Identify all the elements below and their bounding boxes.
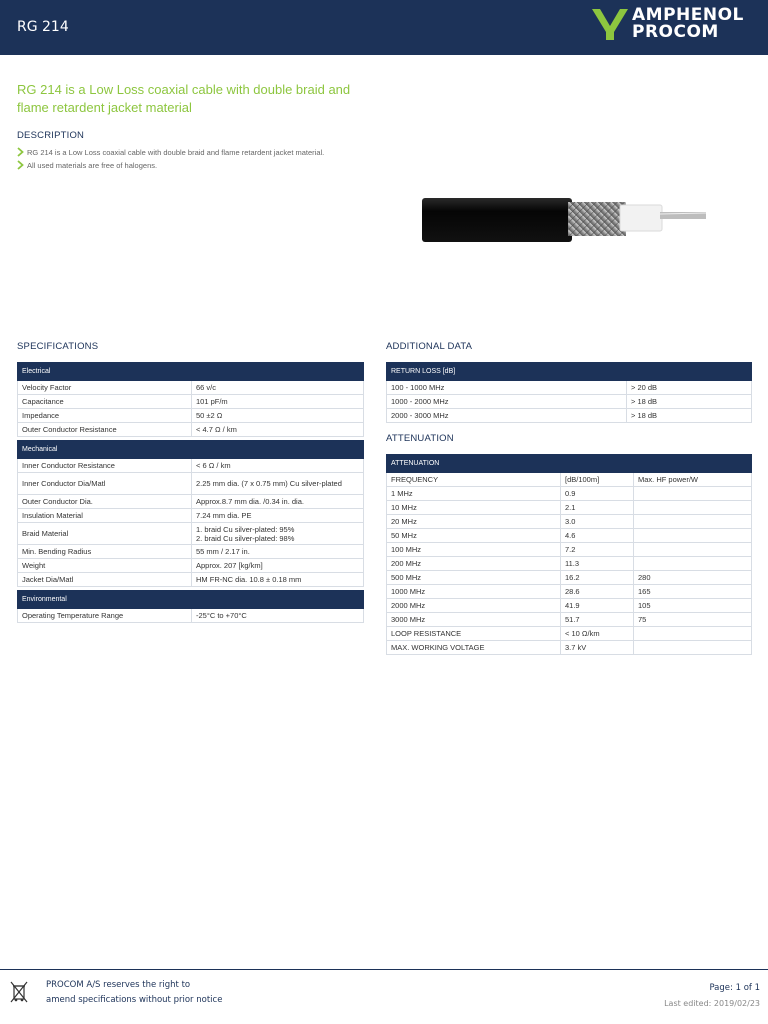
description-item <box>17 146 347 159</box>
table-row <box>387 613 752 627</box>
footer-divider <box>0 969 768 970</box>
row-value: > 18 dB <box>627 409 752 423</box>
row-value: 66 v/c <box>192 381 364 395</box>
row-value <box>634 543 752 557</box>
row-value: 105 <box>634 599 752 613</box>
table-row <box>18 495 364 509</box>
row-label: LOOP RESISTANCE <box>387 627 561 641</box>
row-label: Inner Conductor Dia/Matl <box>18 473 192 495</box>
row-label: 100 MHz <box>387 543 561 557</box>
table-row <box>18 473 364 495</box>
row-value <box>634 627 752 641</box>
table-row <box>18 573 364 587</box>
specifications-table <box>17 362 364 623</box>
row-value: 3.7 kV <box>561 641 634 655</box>
row-value <box>634 515 752 529</box>
row-value: Approx. 207 [kg/km] <box>192 559 364 573</box>
table-section-header: Mechanical <box>18 441 364 459</box>
row-label: Outer Conductor Dia. <box>18 495 192 509</box>
logo-mark-icon <box>590 6 630 42</box>
table-row <box>387 409 752 423</box>
row-value: < 10 Ω/km <box>561 627 634 641</box>
table-row <box>387 395 752 409</box>
row-label: Weight <box>18 559 192 573</box>
row-label: 2000 MHz <box>387 599 561 613</box>
return-loss-header-row <box>387 363 752 381</box>
table-row <box>387 487 752 501</box>
table-section-header: Environmental <box>18 591 364 609</box>
footer-notice-line1: PROCOM A/S reserves the right to <box>46 980 191 990</box>
row-label: 100 - 1000 MHz <box>387 381 627 395</box>
row-value <box>634 529 752 543</box>
row-label: 1 MHz <box>387 487 561 501</box>
table-row <box>387 543 752 557</box>
table-row <box>387 529 752 543</box>
footer-notice-line2: amend specifications without prior notice <box>46 995 223 1005</box>
mechanical-header-row <box>18 441 364 459</box>
table-section-header: Electrical <box>18 363 364 381</box>
environmental-header-row <box>18 591 364 609</box>
row-label: Min. Bending Radius <box>18 545 192 559</box>
description-item-text: RG 214 is a Low Loss coaxial cable with double braid and flame retardent jacket material. <box>27 148 325 157</box>
row-label: 20 MHz <box>387 515 561 529</box>
table-row <box>18 545 364 559</box>
row-value: HM FR-NC dia. 10.8 ± 0.18 mm <box>192 573 364 587</box>
table-section-header: RETURN LOSS [dB] <box>387 363 752 381</box>
row-label: 50 MHz <box>387 529 561 543</box>
table-row <box>18 381 364 395</box>
column-header: [dB/100m] <box>561 473 634 487</box>
chevron-right-icon <box>17 147 24 157</box>
table-row <box>387 641 752 655</box>
row-label: 1000 MHz <box>387 585 561 599</box>
column-header: Max. HF power/W <box>634 473 752 487</box>
page-number: Page: 1 of 1 <box>709 983 760 993</box>
row-label: Operating Temperature Range <box>18 609 192 623</box>
weee-bin-icon <box>10 980 28 1004</box>
row-value: 280 <box>634 571 752 585</box>
row-value: Approx.8.7 mm dia. /0.34 in. dia. <box>192 495 364 509</box>
logo-text-amphenol: AMPHENOL <box>632 5 744 25</box>
table-row <box>18 509 364 523</box>
column-header: FREQUENCY <box>387 473 561 487</box>
row-value: 2.25 mm dia. (7 x 0.75 mm) Cu silver-plated <box>192 473 364 495</box>
row-value: 51.7 <box>561 613 634 627</box>
table-row <box>18 459 364 473</box>
additional-data-heading: ADDITIONAL DATA <box>386 341 473 352</box>
row-value: 101 pF/m <box>192 395 364 409</box>
row-label: Outer Conductor Resistance <box>18 423 192 437</box>
table-row <box>387 557 752 571</box>
table-row <box>387 501 752 515</box>
specifications-heading: SPECIFICATIONS <box>17 341 99 352</box>
row-value: 3.0 <box>561 515 634 529</box>
table-row <box>387 571 752 585</box>
table-row <box>387 515 752 529</box>
logo-text-procom: PROCOM <box>632 22 719 42</box>
row-label: Jacket Dia/Matl <box>18 573 192 587</box>
row-label: 2000 - 3000 MHz <box>387 409 627 423</box>
return-loss-table <box>386 362 752 423</box>
row-value: 50 ±2 Ω <box>192 409 364 423</box>
table-row <box>387 381 752 395</box>
attenuation-heading: ATTENUATION <box>386 433 454 444</box>
row-label: Insulation Material <box>18 509 192 523</box>
table-row <box>18 423 364 437</box>
row-label: 3000 MHz <box>387 613 561 627</box>
row-value: < 6 Ω / km <box>192 459 364 473</box>
row-value: -25°C to +70°C <box>192 609 364 623</box>
row-value: > 18 dB <box>627 395 752 409</box>
table-section-header: ATTENUATION <box>387 455 752 473</box>
table-row <box>18 409 364 423</box>
row-value: 0.9 <box>561 487 634 501</box>
row-label: 200 MHz <box>387 557 561 571</box>
row-value: 16.2 <box>561 571 634 585</box>
row-value: 1. braid Cu silver-plated: 95% 2. braid Cu silver-plated: 98% <box>192 523 364 545</box>
row-value: 55 mm / 2.17 in. <box>192 545 364 559</box>
table-row <box>387 599 752 613</box>
row-value: 165 <box>634 585 752 599</box>
row-label: 1000 - 2000 MHz <box>387 395 627 409</box>
table-row <box>18 609 364 623</box>
table-row <box>18 523 364 545</box>
row-value: 28.6 <box>561 585 634 599</box>
amphenol-procom-logo <box>590 6 760 42</box>
row-value: 7.24 mm dia. PE <box>192 509 364 523</box>
table-row <box>387 627 752 641</box>
row-value <box>634 487 752 501</box>
product-headline: RG 214 is a Low Loss coaxial cable with double braid and flame retardent jacket material <box>17 82 351 115</box>
row-label: Impedance <box>18 409 192 423</box>
row-value: 7.2 <box>561 543 634 557</box>
last-edited-date: Last edited: 2019/02/23 <box>664 999 760 1008</box>
description-heading: DESCRIPTION <box>17 130 85 141</box>
table-row <box>387 585 752 599</box>
attenuation-column-headers <box>387 473 752 487</box>
row-label: Velocity Factor <box>18 381 192 395</box>
row-value: 41.9 <box>561 599 634 613</box>
row-value: 75 <box>634 613 752 627</box>
row-label: Capacitance <box>18 395 192 409</box>
row-value: < 4.7 Ω / km <box>192 423 364 437</box>
description-item <box>17 159 347 172</box>
row-value <box>634 501 752 515</box>
row-value: 4.6 <box>561 529 634 543</box>
attenuation-header-row <box>387 455 752 473</box>
row-label: 10 MHz <box>387 501 561 515</box>
product-title: RG 214 <box>17 19 69 35</box>
electrical-header-row <box>18 363 364 381</box>
row-value <box>634 641 752 655</box>
attenuation-table <box>386 454 752 655</box>
table-row <box>18 395 364 409</box>
coaxial-cable-image <box>420 194 710 244</box>
row-label: Braid Material <box>18 523 192 545</box>
table-row <box>18 559 364 573</box>
description-item-text: All used materials are free of halogens. <box>27 161 158 170</box>
row-label: Inner Conductor Resistance <box>18 459 192 473</box>
description-list <box>17 146 347 172</box>
row-value: > 20 dB <box>627 381 752 395</box>
page-header <box>0 0 768 55</box>
row-value: 11.3 <box>561 557 634 571</box>
chevron-right-icon <box>17 160 24 170</box>
row-value: 2.1 <box>561 501 634 515</box>
row-label: MAX. WORKING VOLTAGE <box>387 641 561 655</box>
row-label: 500 MHz <box>387 571 561 585</box>
row-value <box>634 557 752 571</box>
